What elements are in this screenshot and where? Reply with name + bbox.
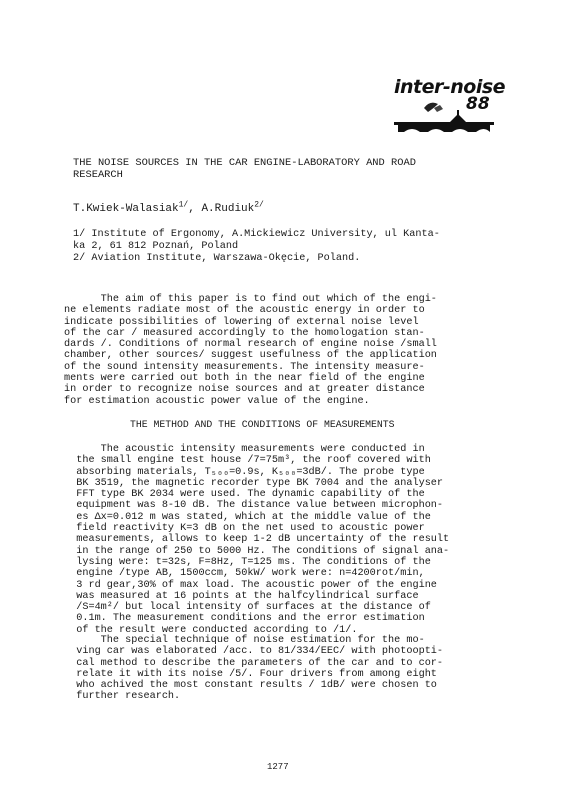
text-line: BK 3519, the magnetic recorder type BK 7004 and the analyser — [64, 477, 444, 489]
text-line: was measured at 16 points at the halfcylindrical surface — [64, 590, 419, 602]
author-line — [73, 202, 264, 216]
text-line: relate it with its noise /5/. Four drivers from among eight — [64, 668, 437, 680]
logo-year: 88 — [466, 94, 490, 114]
affiliation-line: 2/ Aviation Institute, Warszawa-Okęcie, Poland. — [73, 253, 361, 265]
text-line: for estimation acoustic power value of the engine. — [64, 395, 370, 407]
text-line: indicate possibilities of lowering of external noise level — [64, 316, 419, 328]
text-line: further research. — [64, 691, 181, 703]
text-line: The special technique of noise estimation for the mo- — [64, 635, 425, 646]
section-heading: THE METHOD AND THE CONDITIONS OF MEASUREMENTS — [130, 419, 395, 430]
text-line: 0.1m. The measurement conditions and the error estimation — [64, 613, 425, 625]
paper-title: THE NOISE SOURCES IN THE CAR ENGINE-LABORATORY AND ROAD RESEARCH — [73, 157, 416, 181]
text-line: dards /. Conditions of normal research of engine noise /small — [64, 339, 437, 351]
abstract-paragraph — [64, 294, 510, 407]
logo-wordmark: inter-noise — [394, 76, 506, 98]
text-line: in the range of 250 to 5000 Hz. The conditions of signal ana- — [64, 545, 450, 557]
inter-noise-logo — [394, 76, 506, 136]
text-line: ne elements radiate most of the acoustic energy in order to — [64, 305, 425, 317]
text-line: cal method to describe the parameters of the car and to cor- — [64, 657, 444, 669]
text-line: chamber, other sources/ suggest usefulness of the application — [64, 350, 437, 362]
text-line: in order to recognize noise sources and at greater distance — [64, 384, 425, 396]
affiliations — [73, 229, 513, 266]
author-1-marker: 1/ — [178, 200, 189, 210]
text-line: of the sound intensity measurements. The intensity measure- — [64, 361, 425, 373]
road-research-paragraph — [64, 635, 510, 703]
text-line: The aim of this paper is to find out which of the engi- — [64, 294, 437, 305]
text-line: engine /type AB, 1500ccm, 50kW/ work were: n=4200rot/min, — [64, 568, 425, 580]
text-line: ving car was elaborated /acc. to 81/334/EEC/ with photoopti- — [64, 646, 444, 658]
text-line: /S=4m²/ but local intensity of surfaces at the distance of — [64, 602, 431, 614]
text-line: of the car / measured accordingly to the homologation stan- — [64, 327, 425, 339]
text-line: of the result were conducted according to /1/. — [64, 624, 358, 636]
text-line: who achived the most constant results / 1dB/ were chosen to — [64, 680, 437, 692]
text-line: es Δx=0.012 m was stated, which at the middle value of the — [64, 511, 431, 523]
author-2: A.Rudiuk — [201, 203, 255, 215]
author-separator: , — [188, 203, 202, 215]
text-line: FFT type BK 2034 were used. The dynamic capability of the — [64, 489, 425, 501]
text-line: lysing were: t=32s, F=8Hz, T=125 ms. The conditions of the — [64, 556, 431, 568]
author-2-marker: 2/ — [254, 200, 264, 210]
text-line: equipment was 8-10 dB. The distance value between microphon- — [64, 500, 444, 512]
page-number: 1277 — [267, 762, 289, 772]
logo-bridge-icon — [394, 96, 494, 136]
text-line: The acoustic intensity measurements were conducted in — [64, 444, 425, 455]
affiliation-line: ka 2, 61 812 Poznań, Poland — [73, 241, 239, 253]
affiliation-line: 1/ Institute of Ergonomy, A.Mickiewicz University, ul Kanta- — [73, 229, 440, 240]
text-line: 3 rd gear,30% of max load. The acoustic power of the engine — [64, 579, 437, 591]
text-line: field reactivity K=3 dB on the net used to acoustic power — [64, 523, 425, 535]
text-line: absorbing materials, T₅₀₀=0.9s, K₅₀₀=3dB/. The probe type — [64, 466, 425, 478]
method-paragraph — [64, 444, 510, 636]
text-line: the small engine test house /7=75m³, the roof covered with — [64, 455, 431, 467]
text-line: measurements, allows to keep 1-2 dB uncertainty of the result — [64, 534, 450, 546]
author-1: T.Kwiek-Walasiak — [73, 203, 179, 215]
text-line: ments were carried out both in the near field of the engine — [64, 373, 425, 385]
